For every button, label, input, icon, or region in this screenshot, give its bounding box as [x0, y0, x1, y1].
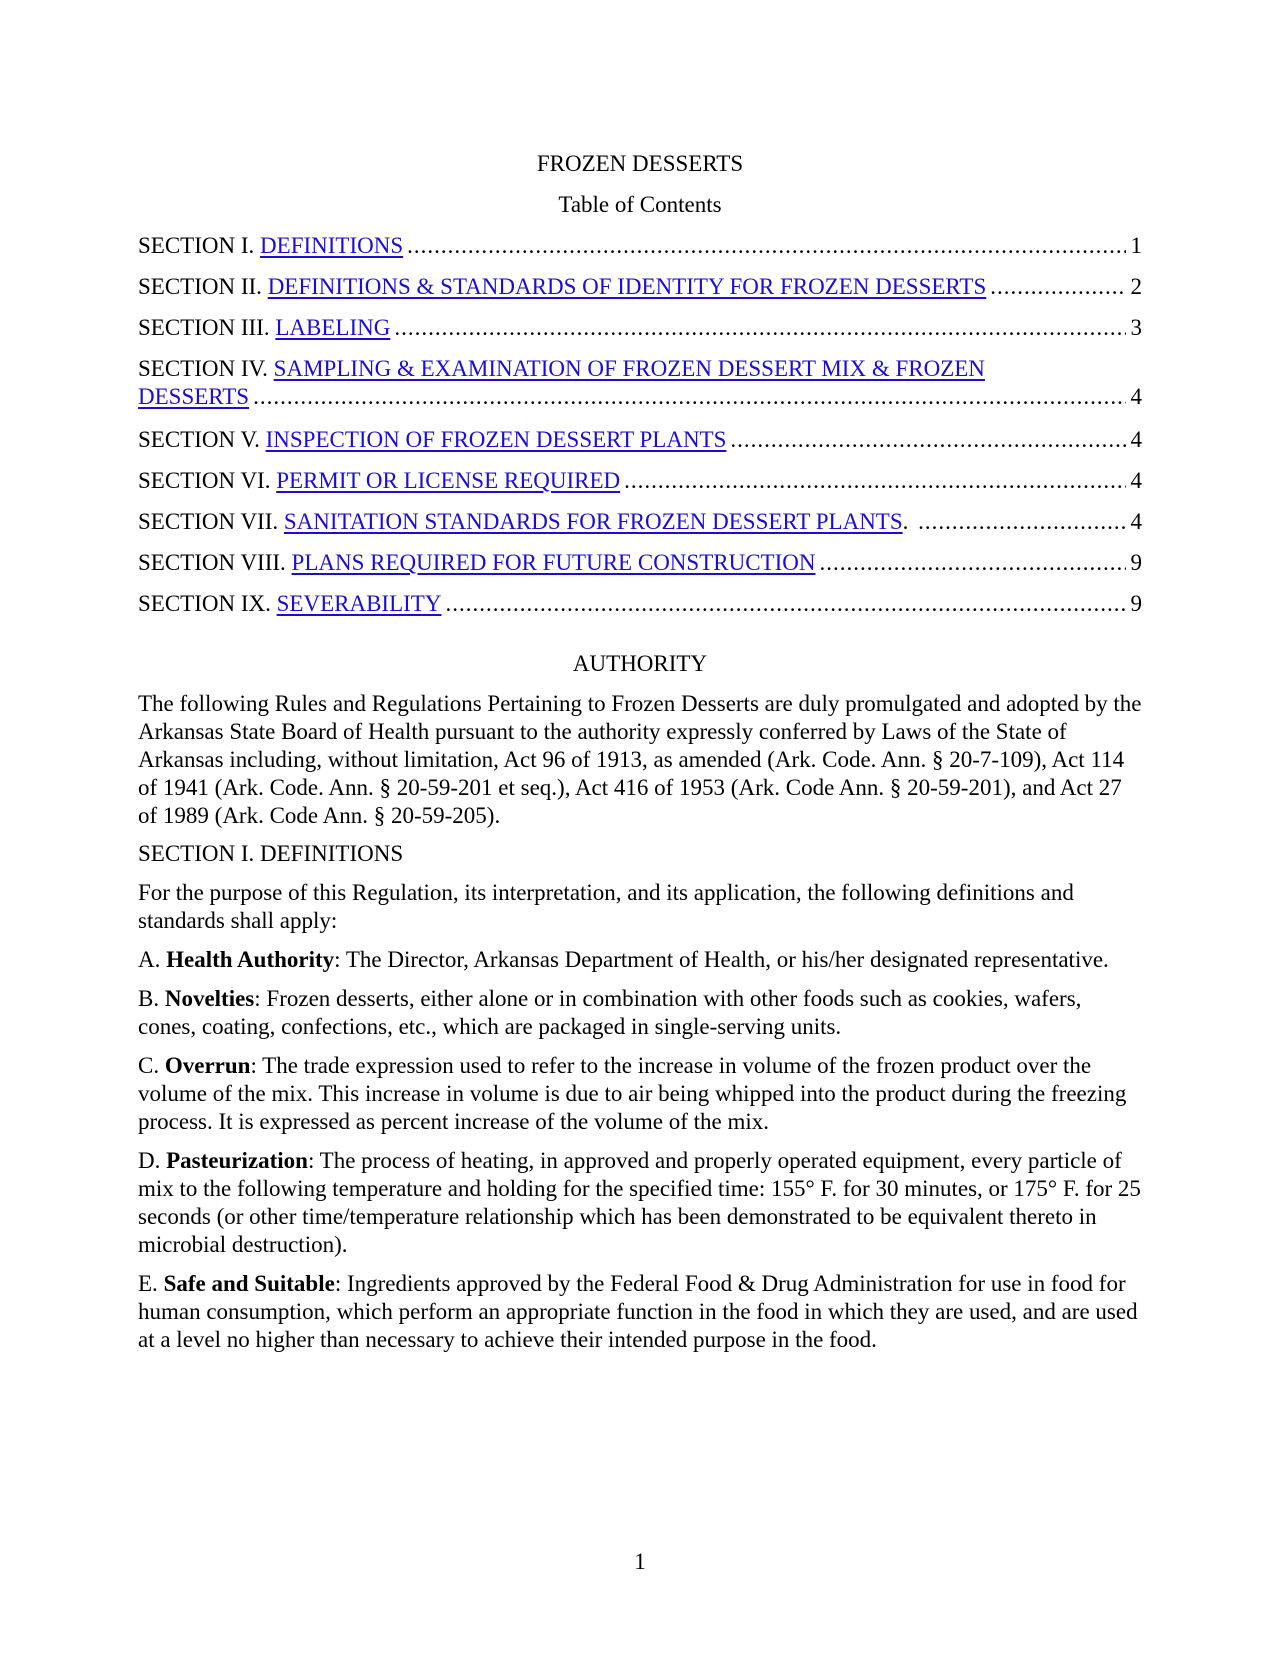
toc-entry-prefix: SECTION VI. [138, 468, 277, 493]
toc-entry-section-8 [138, 549, 1142, 590]
toc-link-severability[interactable]: SEVERABILITY [276, 591, 442, 616]
toc-link-definitions[interactable]: DEFINITIONS [260, 233, 404, 258]
definition-term: Novelties [164, 986, 255, 1011]
toc-entry-section-9 [138, 590, 1142, 631]
toc-page-number: 4 [1130, 468, 1142, 493]
toc-entry-line-1 [138, 355, 1142, 383]
toc-link-labeling[interactable]: LABELING [275, 315, 391, 340]
toc-page-number: 2 [1130, 274, 1142, 299]
definition-text: : The trade expression used to refer to the increase in volume of the frozen product over the volume of the mix. This increase in volume is due to air being whipped into the product during the freezing process. It is expressed as percent increase of the volume of the mix. [138, 1053, 1127, 1134]
definition-letter: E. [138, 1271, 164, 1296]
toc-entry-prefix: SECTION VII. [138, 509, 284, 534]
definition-text: : Ingredients approved by the Federal Food & Drug Administration for use in food for human consumption, which perform an appropriate function in the food in which they are used, and are used at a level no higher than necessary to achieve their intended purpose in the food. [138, 1271, 1138, 1352]
toc-dot-leader [990, 273, 1126, 301]
authority-heading: AUTHORITY [572, 651, 708, 676]
toc-page-number: 1 [1130, 233, 1142, 258]
toc-link-permit-license[interactable]: PERMIT OR LICENSE REQUIRED [276, 468, 621, 493]
definition-text: : Frozen desserts, either alone or in combination with other foods such as cookies, wafers, cones, coating, confections, etc., which are packaged in single-serving units. [138, 986, 1082, 1039]
toc-dot-leader [407, 232, 1126, 260]
authority-paragraph: The following Rules and Regulations Pertaining to Frozen Desserts are duly promulgated and adopted by the Arkansas State Board of Health pursuant to the authority expressly conferred by Laws of the State of Arkansas including, without limitation, Act 96 of 1913, as amended (Ark. Code. Ann. § 20-7-109), Act 114 of 1941 (Ark. Code. Ann. § 20-59-201 et seq.), Act 416 of 1953 (Ark. Code Ann. § 20-59-201), and Act 27 of 1989 (Ark. Code Ann. § 20-59-205). [138, 691, 1142, 828]
toc-dot-leader [253, 383, 1126, 411]
definition-item [138, 1052, 1142, 1136]
definition-term: Safe and Suitable [163, 1271, 335, 1296]
definition-text: : The Director, Arkansas Department of Health, or his/her designated representative. [334, 947, 1109, 972]
definition-letter: C. [138, 1053, 165, 1078]
section-1-heading: SECTION I. DEFINITIONS [138, 841, 404, 866]
toc-link-plans-required[interactable]: PLANS REQUIRED FOR FUTURE CONSTRUCTION [291, 550, 816, 575]
toc-page-number: 4 [1130, 427, 1142, 452]
definition-term: Overrun [164, 1053, 251, 1078]
toc-entry-prefix: SECTION I. [138, 233, 261, 258]
toc-dot-leader [394, 314, 1126, 342]
table-of-contents [138, 232, 1142, 631]
toc-dot-leader [624, 467, 1126, 495]
definition-letter: A. [138, 947, 167, 972]
toc-page-number: 9 [1130, 591, 1142, 616]
definition-term: Health Authority [166, 947, 335, 972]
definition-letter: D. [138, 1148, 167, 1173]
toc-entry-section-3 [138, 314, 1142, 355]
definition-item [138, 1147, 1142, 1259]
document-title: FROZEN DESSERTS [536, 151, 744, 176]
section-1-intro: For the purpose of this Regulation, its interpretation, and its application, the following definitions and standards shall apply: [138, 880, 1074, 933]
toc-entry-section-5 [138, 426, 1142, 467]
toc-link-sampling-examination-cont[interactable]: DESSERTS [138, 384, 250, 409]
toc-entry-section-2 [138, 273, 1142, 314]
toc-page-number: 3 [1130, 315, 1142, 340]
toc-link-inspection[interactable]: INSPECTION OF FROZEN DESSERT PLANTS [265, 427, 727, 452]
toc-page-number: 9 [1130, 550, 1142, 575]
toc-link-sanitation-standards[interactable]: SANITATION STANDARDS FOR FROZEN DESSERT PLANTS [283, 509, 903, 534]
definition-term: Pasteurization [166, 1148, 308, 1173]
toc-entry-prefix: SECTION VIII. [138, 550, 292, 575]
toc-entry-prefix: SECTION V. [138, 427, 266, 452]
definition-item [138, 1270, 1142, 1354]
definition-text: : The process of heating, in approved and properly operated equipment, every particle of mix to the following temperature and holding for the specified time: 155° F. for 30 minutes, or 175° F. for 25 seconds (or other time/temperature relationship which has been demonstrated to be equivalent thereto in microbial destruction). [138, 1148, 1141, 1257]
definition-item [138, 985, 1142, 1041]
toc-entry-section-7 [138, 508, 1142, 549]
toc-entry-line-2 [138, 383, 1142, 411]
toc-page-number: 4 [1130, 509, 1142, 534]
page-number: 1 [634, 1549, 646, 1574]
toc-entry-prefix: SECTION IX. [138, 591, 277, 616]
toc-dot-leader [730, 426, 1126, 454]
toc-entry-prefix: SECTION III. [138, 315, 276, 340]
toc-link-sampling-examination[interactable]: SAMPLING & EXAMINATION OF FROZEN DESSERT MIX & FROZEN [273, 356, 985, 381]
toc-entry-section-4 [138, 355, 1142, 426]
toc-dot-leader [819, 549, 1126, 577]
definitions-list [138, 879, 1142, 1365]
toc-dot-leader [918, 508, 1126, 536]
toc-entry-section-6 [138, 467, 1142, 508]
toc-entry-suffix: . [902, 509, 915, 534]
toc-entry-prefix: SECTION II. [138, 274, 268, 299]
toc-entry-prefix: SECTION IV. [138, 356, 274, 381]
definition-letter: B. [138, 986, 165, 1011]
toc-link-definitions-standards[interactable]: DEFINITIONS & STANDARDS OF IDENTITY FOR FROZEN DESSERTS [267, 274, 987, 299]
toc-dot-leader [445, 590, 1126, 618]
definition-item [138, 946, 1142, 974]
toc-entry-section-1 [138, 232, 1142, 273]
toc-page-number: 4 [1130, 384, 1142, 409]
toc-title: Table of Contents [558, 192, 722, 217]
